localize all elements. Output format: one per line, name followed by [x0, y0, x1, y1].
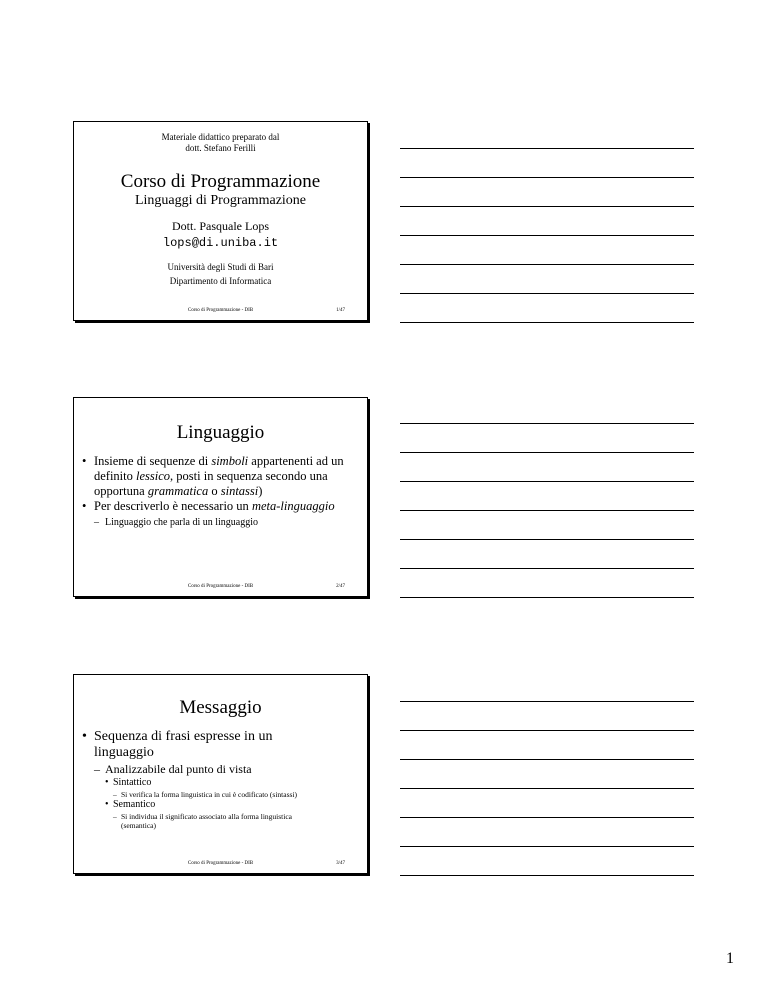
slide-3-title: Messaggio: [179, 697, 262, 718]
note-line: [400, 120, 694, 149]
note-line: [400, 511, 694, 540]
slide-3-number: 3/47: [336, 861, 345, 866]
credit-line-1: Materiale didattico preparato dal: [161, 132, 280, 142]
notes-lines-3: [400, 673, 694, 876]
note-line: [400, 569, 694, 598]
slide-2-number: 2/47: [336, 584, 345, 589]
note-line: [400, 178, 694, 207]
bullet-1: • Sequenza di frasi espresse in un linguaggio – Analizzabile dal punto di vista • Sintattico – Si verifica la forma linguistica in cui è codificato (sintassi) • Semantico – Si individua il significato associato alla forma linguistica (semantica): [74, 729, 327, 830]
note-line: [400, 731, 694, 760]
notes-lines-1: [400, 120, 694, 323]
note-line: [400, 294, 694, 323]
note-line: [400, 847, 694, 876]
detail-1: – Si verifica la forma linguistica in cui è codificato (sintassi): [113, 790, 317, 799]
notes-lines-2: [400, 395, 694, 598]
slide-1-email: lops@di.uniba.it: [162, 236, 279, 250]
note-line: [400, 265, 694, 294]
note-line: [400, 540, 694, 569]
slide-1-title: Corso di Programmazione: [120, 171, 321, 192]
slide-3-footer: Corso di Programmazione - DIB: [187, 861, 254, 866]
university-name: Università degli Studi di Bari: [167, 262, 274, 272]
note-line: [400, 424, 694, 453]
note-line: [400, 702, 694, 731]
note-line: [400, 789, 694, 818]
slide-3: [73, 674, 368, 874]
slide-1: [73, 121, 368, 321]
sub-bullet-1: – Analizzabile dal punto di vista • Sintattico – Si verifica la forma linguistica in cui è codificato (sintassi) • Semantico – Si individua il significato associato alla forma linguistica (semantica): [94, 762, 327, 830]
slide-1-footer: Corso di Programmazione - DIB: [187, 308, 254, 313]
slide-2-footer: Corso di Programmazione - DIB: [187, 584, 254, 589]
sub-bullet-1: – Linguaggio che parla di un linguaggio: [94, 516, 357, 529]
credit-line-2: dott. Stefano Ferilli: [185, 143, 256, 153]
note-line: [400, 453, 694, 482]
department-name: Dipartimento di Informatica: [169, 276, 272, 286]
slide-2-title: Linguaggio: [176, 422, 265, 443]
note-line: [400, 207, 694, 236]
slide-1-subtitle: Linguaggi di Programmazione: [134, 193, 307, 208]
slide-1-author: Dott. Pasquale Lops: [172, 219, 269, 233]
note-line: [400, 236, 694, 265]
note-line: [400, 482, 694, 511]
sub-sub-bullet-1: • Sintattico – Si verifica la forma linguistica in cui è codificato (sintassi): [105, 777, 327, 799]
slide-1-number: 1/47: [336, 308, 345, 313]
sub-sub-bullet-2: • Semantico – Si individua il significato associato alla forma linguistica (semantica): [105, 799, 327, 830]
page-number: 1: [726, 950, 734, 967]
bullet-2: • Per descriverlo è necessario un meta-linguaggio – Linguaggio che parla di un linguaggio: [74, 499, 357, 529]
detail-2: – Si individua il significato associato alla forma linguistica (semantica): [113, 812, 317, 830]
note-line: [400, 673, 694, 702]
note-line: [400, 760, 694, 789]
note-line: [400, 149, 694, 178]
note-line: [400, 395, 694, 424]
bullet-1: • Insieme di sequenze di simboli appartenenti ad un definito lessico, posti in sequenza secondo una opportuna grammatica o sintassi): [74, 454, 357, 499]
note-line: [400, 818, 694, 847]
slide-2: [73, 397, 368, 597]
